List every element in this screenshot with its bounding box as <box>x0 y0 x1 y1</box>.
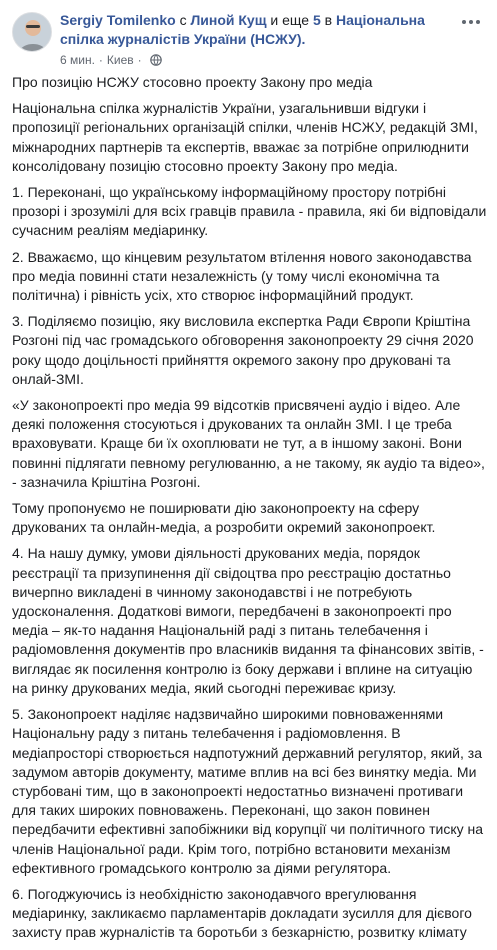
avatar-photo-icon <box>13 13 52 52</box>
dot-icon <box>462 20 466 24</box>
post-paragraph: «У законопроекті про медіа 99 відсотків присвячені аудіо і відео. Але деякі положення стосуються і друкованих та онлайн ЗМІ. І це треба враховувати. Краще би їх охоплювати не тут, а в іншому законі. Вони повинні підлягати певному регулюванню, а не такому, як аудіо та відео», - зазначила Кріштіна Розгоні. <box>12 397 485 490</box>
others-count-link[interactable]: 5 <box>312 12 321 28</box>
post-paragraph: Тому пропонуємо не поширювати дію законопроекту на сферу друкованих та онлайн-медіа, а розробити окремий законопроект. <box>12 500 436 536</box>
meta-separator: · <box>137 53 142 67</box>
post-paragraph: Національна спілка журналістів України, узагальнивши відгуки і пропозиції регіональних організацій спілки, членів НСЖУ, редакцій ЗМІ, міжнародних партнерів та експертів, вважає за потрібне оприлюднити консолідовану позицію стосовно проекту Закону про медіа. <box>12 100 478 174</box>
author-name-link[interactable]: Sergiy Tomilenko <box>60 12 176 28</box>
post-paragraph: 4. На нашу думку, умови діяльності друкованих медіа, порядок реєстрації та призупинення дії свідоцтва про реєстрацію достатньо вичерпно викладені в чинному законодавстві і не потребують удосконалення. Додаткові вимоги, передбачені в законопроекті про медіа – як-то надання Національній раді з питань телебачення і радіомовлення документів про власників видання та фінансових звітів, - виглядає як посилення контролю із боку держави і вплине на ситуацію на ринку друкованих медіа, який сьогодні переживає кризу. <box>12 545 484 696</box>
post-paragraph: 5. Законопроект наділяє надзвичайно широкими повноваженнями Національну раду з питань телебачення і радіомовлення. В медіапросторі створюється надпотужний державний регулятор, який, за задумом авторів документу, матиме вплив на всі без винятку медіа. Ми стурбовані тим, що в законопроекті недостатньо визначені противаги для таких широких повноважень. Переконані, що закон повинен передбачити ефективні запобіжники від корупції чи політичного тиску на членів Національної ради. Крім того, потрібно встановити механізм ефективного громадського контролю за діями регулятора. <box>12 706 484 876</box>
author-avatar[interactable] <box>12 12 52 52</box>
location-prefix: в <box>324 12 333 28</box>
and-others-text: и еще <box>270 12 310 28</box>
meta-separator: · <box>98 53 103 67</box>
globe-icon[interactable] <box>150 54 162 66</box>
post-paragraph: Про позицію НСЖУ стосовно проекту Закону про медіа <box>12 74 373 90</box>
post-paragraph: 3. Поділяємо позицію, яку висловила експертка Ради Європи Кріштіна Розгоні під час громадського обговорення законопроекту 29 січня 2020 року щодо доцільності прийняття окремого закону про друковані та онлай-ЗМІ. <box>12 313 474 387</box>
post-body <box>12 73 490 950</box>
post-header <box>0 0 497 72</box>
dot-icon <box>476 20 480 24</box>
post-header-text <box>60 11 445 49</box>
post-place[interactable]: Киев <box>106 53 134 67</box>
tagged-person-link[interactable]: Линой Кущ <box>190 12 267 28</box>
post-paragraph: 1. Переконані, що українському інформаційному простору потрібні прозорі і зрозумілі для всіх гравців правила - правила, які би відповідали сучасним реаліям медіаринку. <box>12 184 487 239</box>
dot-icon <box>469 20 473 24</box>
with-prefix: с <box>179 12 187 28</box>
post-paragraph: 2. Вважаємо, що кінцевим результатом втілення нового законодавства про медіа повинні стати незалежність (у тому числі економічна та політична) і рівність усіх, хто створює інформаційний продукт. <box>12 248 472 304</box>
post-meta <box>60 52 162 68</box>
location-link[interactable]: Національна спілка журналістів України (НСЖУ). <box>60 12 425 47</box>
post-time-link[interactable]: 6 мин. <box>60 53 95 67</box>
post-paragraph: 6. Погоджуючись із необхідністю законодавчого врегулювання медіаринку, закликаємо парламентарів докладати зусилля для дієвого захисту прав журналістів та боротьби з безкарністю, розвитку клімату <box>12 885 472 941</box>
post-options-button[interactable] <box>459 12 483 32</box>
